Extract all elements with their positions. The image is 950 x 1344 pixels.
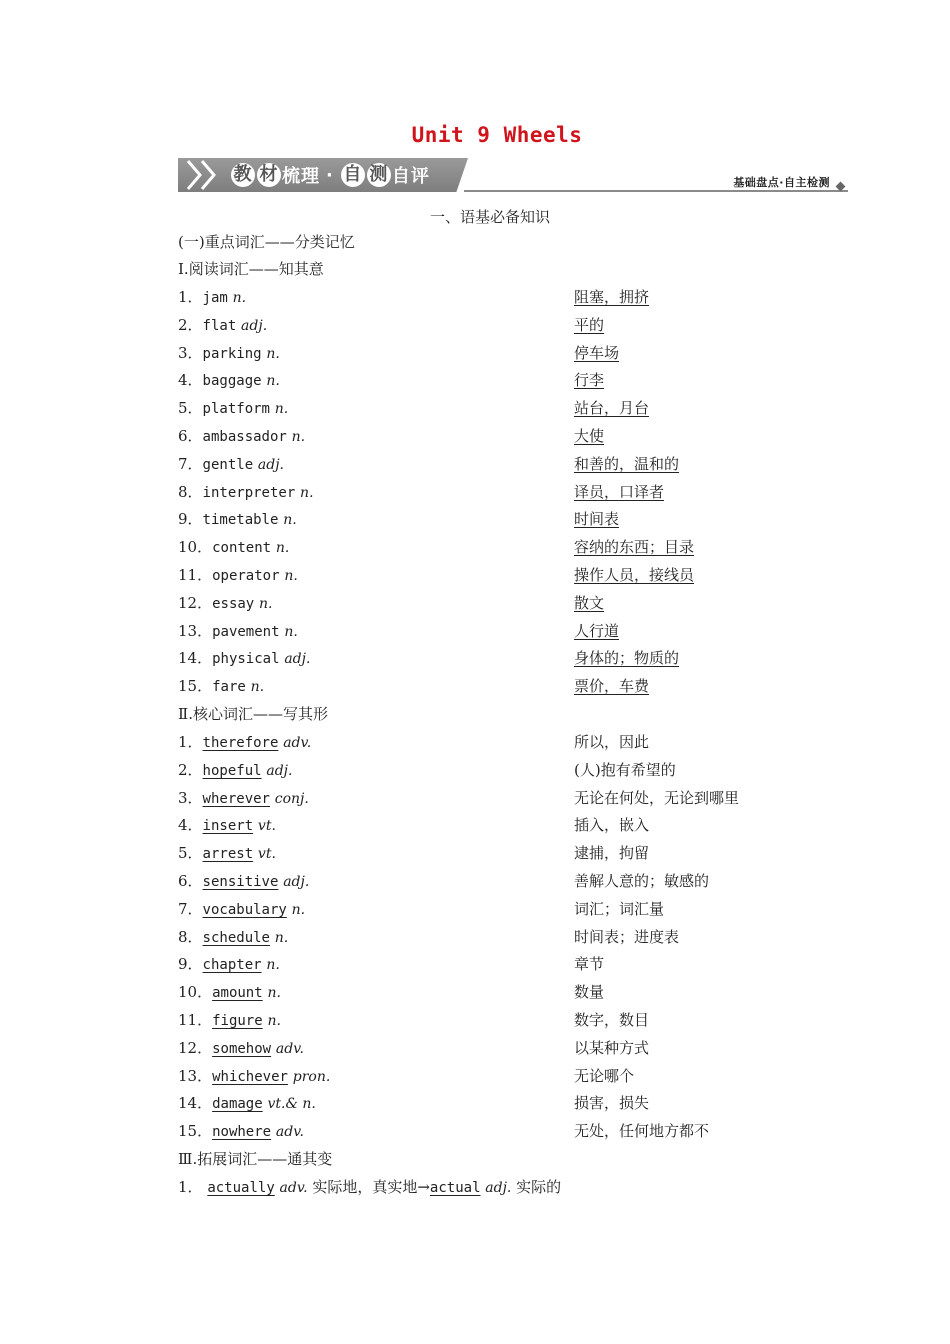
part-of-speech: n. — [291, 429, 306, 445]
banner-rule — [464, 190, 848, 192]
part-of-speech: adj. — [241, 317, 268, 334]
vocab-word: platform — [202, 401, 270, 418]
vocab-word: parking — [202, 345, 262, 362]
item-number: 14． — [178, 649, 213, 668]
list-item — [178, 592, 273, 614]
item-number: 8． — [178, 927, 203, 946]
list-item — [178, 731, 311, 753]
list-item — [178, 1009, 281, 1031]
answer-word: therefore — [202, 735, 279, 751]
banner-title — [230, 161, 430, 189]
item-number: 3． — [178, 343, 203, 362]
part-of-speech: adj. — [284, 651, 311, 668]
section-heading: 一、语基必备知识 — [429, 208, 550, 226]
answer-meaning: 容纳的东西；目录 — [574, 538, 695, 557]
item-meaning: 善解人意的；敏感的 — [574, 872, 710, 890]
part-of-speech: n. — [266, 373, 280, 390]
answer-word: figure — [212, 1013, 263, 1029]
answer-meaning: 操作人员，接线员 — [574, 566, 695, 584]
answer-meaning: 译员，口译者 — [574, 482, 665, 501]
list-item — [178, 787, 309, 809]
answer-word: sensitive — [202, 874, 279, 890]
item-number: 2． — [178, 315, 203, 334]
vocab-word: jam — [202, 290, 228, 306]
vocab-word: interpreter — [202, 484, 296, 501]
answer-meaning: 停车场 — [574, 343, 620, 362]
list-item — [178, 675, 264, 697]
answer-word: arrest — [202, 846, 254, 863]
item-number: 4． — [178, 371, 203, 390]
part-of-speech: n. — [275, 540, 290, 557]
item-meaning: 实际地，真实地→ — [312, 1178, 430, 1196]
vocab-word: ambassador — [202, 429, 287, 445]
item-number: 1． — [178, 733, 203, 751]
item-number: 12． — [178, 593, 213, 612]
answer-word: schedule — [202, 929, 270, 946]
part-of-speech: adv. — [283, 735, 312, 751]
vocab-word: content — [212, 540, 272, 557]
vocab-word: operator — [212, 568, 280, 584]
item-meaning: 插入，嵌入 — [574, 816, 650, 835]
subsection-title: Ⅲ.拓展词汇——通其变 — [178, 1150, 333, 1168]
list-item — [178, 425, 305, 447]
subsection-title: Ⅱ.核心词汇——写其形 — [178, 705, 328, 723]
item-meaning: 数量 — [574, 983, 605, 1002]
item-meaning: 所以，因此 — [574, 733, 650, 751]
part-of-speech: pron. — [292, 1068, 331, 1085]
item-meaning: (人)抱有希望的 — [574, 760, 676, 779]
item-number: 6． — [178, 427, 203, 445]
list-item — [178, 953, 280, 975]
vocab-word: physical — [212, 651, 280, 668]
list-item — [178, 1092, 316, 1114]
answer-meaning: 身体的；物质的 — [574, 649, 680, 668]
part-of-speech: conj. — [274, 790, 309, 807]
banner-char: 教 — [231, 163, 255, 187]
list-item — [178, 759, 292, 781]
part-of-speech: adj. — [283, 874, 310, 890]
answer-meaning: 人行道 — [574, 621, 620, 640]
answer-meaning: 平的 — [574, 315, 605, 334]
item-number: 5． — [178, 399, 203, 418]
section-banner — [178, 158, 848, 196]
list-item — [178, 1037, 304, 1059]
answer-meaning: 和善的，温和的 — [574, 454, 680, 473]
subsection-title: Ⅰ.阅读词汇——知其意 — [178, 260, 324, 278]
item-number: 7． — [178, 899, 203, 918]
item-meaning: 无处，任何地方都不 — [574, 1122, 710, 1141]
part-of-speech: vt. — [257, 818, 276, 835]
answer-word: actual — [429, 1180, 481, 1196]
item-number: 8． — [178, 482, 203, 501]
item-number: 10． — [178, 538, 213, 557]
answer-meaning: 阻塞，拥挤 — [574, 288, 650, 306]
item-number: 13． — [178, 621, 213, 640]
vocab-word: baggage — [202, 373, 262, 390]
part-of-speech: n. — [284, 623, 298, 640]
item-number: 15． — [178, 1122, 213, 1141]
list-item — [178, 1176, 561, 1198]
banner-text: 自评 — [391, 166, 430, 187]
answer-meaning: 大使 — [574, 427, 605, 445]
answer-meaning: 站台，月台 — [574, 399, 650, 418]
item-meaning: 数字，数目 — [574, 1011, 650, 1029]
banner-char: 测 — [367, 163, 391, 187]
vocab-word: gentle — [202, 456, 254, 473]
part-of-speech: adv. — [279, 1180, 308, 1196]
banner-tag: 基础盘点·自主检测 — [733, 176, 830, 189]
document-title: Unit 9 Wheels — [411, 123, 583, 147]
answer-word: wherever — [202, 790, 270, 807]
item-meaning: 词汇；词汇量 — [574, 899, 665, 918]
list-item — [178, 453, 284, 475]
item-meaning: 章节 — [574, 955, 605, 974]
list-item — [178, 342, 280, 364]
list-item — [178, 481, 314, 503]
vocab-word: essay — [212, 595, 255, 612]
banner-char: 材 — [257, 163, 281, 187]
answer-word: actually — [207, 1180, 275, 1196]
item-number: 2． — [178, 760, 203, 779]
part-of-speech: vt. — [257, 846, 276, 863]
list-item — [178, 369, 280, 391]
banner-char: 自 — [341, 163, 365, 187]
item-meaning: 损害，损失 — [574, 1094, 650, 1113]
part-of-speech: n. — [266, 345, 280, 362]
item-meaning: 无论哪个 — [574, 1066, 635, 1085]
answer-meaning: 时间表 — [574, 510, 620, 529]
item-meaning: 逮捕，拘留 — [574, 844, 650, 863]
part-of-speech: n. — [274, 929, 289, 946]
answer-word: whichever — [212, 1068, 288, 1085]
list-item — [178, 842, 276, 864]
list-item — [178, 314, 267, 336]
item-meaning: 以某种方式 — [574, 1038, 650, 1057]
list-item — [178, 286, 246, 308]
item-meaning: 实际的 — [516, 1178, 562, 1196]
vocab-word: flat — [202, 317, 237, 334]
answer-word: hopeful — [202, 762, 262, 779]
part-of-speech: n. — [274, 401, 289, 418]
part-of-speech: adj. — [266, 762, 293, 779]
part-of-speech: adv. — [275, 1124, 304, 1141]
answer-word: chapter — [202, 957, 262, 974]
vocab-word: pavement — [212, 623, 280, 640]
item-meaning: 无论在何处，无论到哪里 — [574, 788, 740, 807]
item-number: 15． — [178, 677, 213, 696]
part-of-speech: n. — [291, 901, 306, 918]
part-of-speech: n. — [250, 679, 265, 696]
answer-word: damage — [212, 1096, 263, 1113]
part-title: (一)重点词汇——分类记忆 — [178, 233, 355, 251]
list-item — [178, 814, 276, 836]
list-item — [178, 620, 298, 642]
item-number: 3． — [178, 788, 203, 807]
item-number: 10． — [178, 983, 213, 1002]
item-number: 1． — [178, 288, 203, 306]
part-of-speech: n. — [283, 512, 297, 529]
list-item — [178, 898, 305, 920]
list-item — [178, 647, 310, 669]
chevron-right-icon — [198, 158, 220, 192]
list-item — [178, 926, 288, 948]
part-of-speech: n. — [259, 595, 273, 612]
list-item — [178, 536, 289, 558]
part-of-speech: vt.& n. — [267, 1096, 316, 1113]
part-of-speech: n. — [266, 957, 280, 974]
answer-word: insert — [202, 818, 254, 835]
part-of-speech: adj. — [485, 1180, 512, 1196]
vocab-word: fare — [212, 679, 246, 696]
list-item — [178, 870, 309, 892]
part-of-speech: adv. — [275, 1040, 304, 1057]
list-item — [178, 1065, 330, 1087]
list-item — [178, 397, 288, 419]
item-number: 7． — [178, 454, 203, 473]
item-number: 13． — [178, 1066, 213, 1085]
vocab-word: timetable — [202, 512, 279, 529]
part-of-speech: n. — [267, 985, 281, 1002]
item-number: 9． — [178, 510, 203, 529]
list-item — [178, 508, 297, 530]
part-of-speech: n. — [232, 290, 247, 306]
answer-word: nowhere — [212, 1124, 272, 1141]
part-of-speech: n. — [267, 1013, 281, 1029]
answer-meaning: 散文 — [574, 593, 605, 612]
item-number: 4． — [178, 816, 203, 835]
item-number: 6． — [178, 872, 203, 890]
item-number: 12． — [178, 1038, 213, 1057]
item-number: 1． — [178, 1178, 203, 1196]
answer-meaning: 票价，车费 — [574, 677, 650, 696]
item-number: 5． — [178, 844, 203, 863]
part-of-speech: n. — [284, 568, 298, 584]
item-number: 11． — [178, 566, 213, 584]
answer-word: vocabulary — [202, 901, 287, 918]
answer-word: amount — [212, 985, 263, 1002]
list-item — [178, 981, 281, 1003]
part-of-speech: n. — [300, 484, 314, 501]
banner-dot: · — [326, 164, 334, 186]
answer-meaning: 行李 — [574, 371, 605, 390]
item-number: 14． — [178, 1094, 213, 1113]
item-number: 9． — [178, 955, 203, 974]
item-meaning: 时间表；进度表 — [574, 927, 680, 946]
item-number: 11． — [178, 1011, 213, 1029]
answer-word: somehow — [212, 1040, 272, 1057]
part-of-speech: adj. — [257, 456, 285, 473]
list-item — [178, 564, 298, 586]
banner-text: 梳理 — [282, 166, 320, 187]
list-item — [178, 1120, 304, 1142]
